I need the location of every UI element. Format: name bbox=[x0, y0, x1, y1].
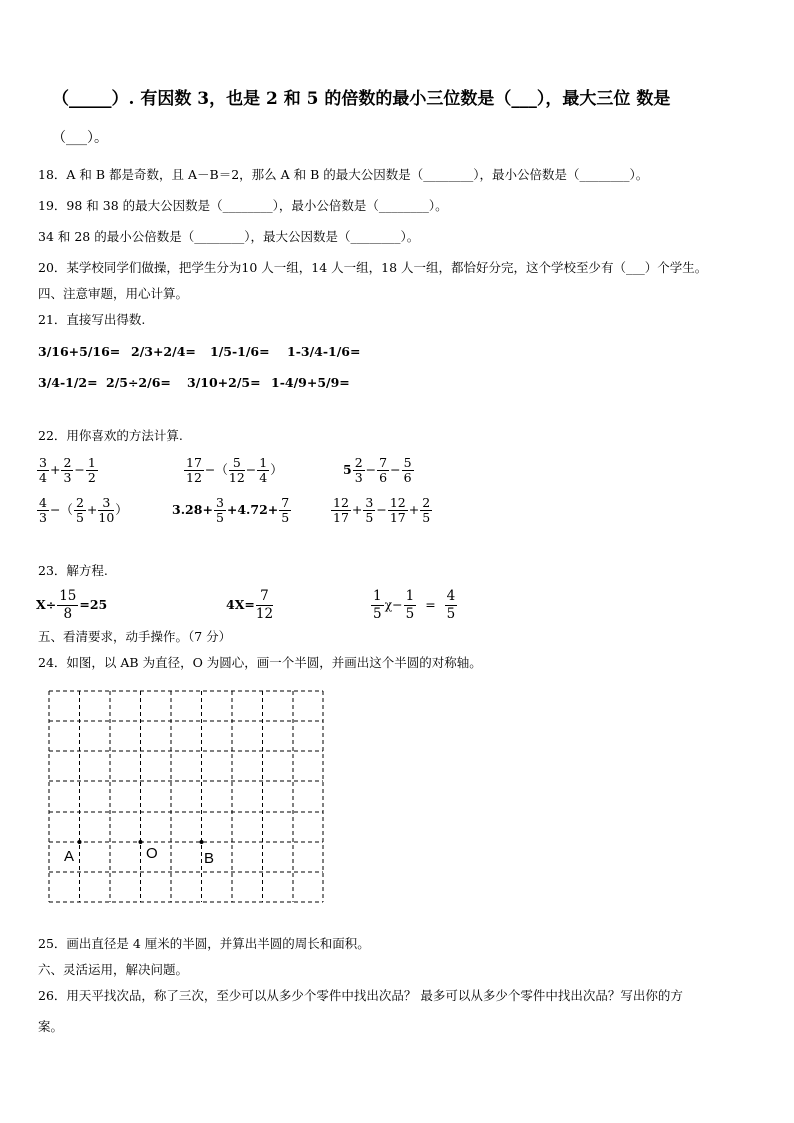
q21-r1-c1: 3/16+5/16= bbox=[38, 344, 121, 359]
question-26-line-1: 26．用天平找次品，称了三次，至少可以从多少个零件中找出次品？ 最多可以从多少个零件中找出次品？写出你的方 bbox=[38, 988, 683, 1003]
question-25: 25．画出直径是 4 厘米的半圆，并算出半圆的周长和面积。 bbox=[38, 936, 370, 951]
q22-expr-2: $\frac{17}{12}$ −（ $\frac{5}{12}$ − $\frac{1}{4}$ ） bbox=[186, 455, 283, 485]
label-o: O bbox=[146, 845, 158, 862]
label-a: A bbox=[64, 848, 75, 865]
q21-r1-c3: 1/5-1/6= bbox=[210, 344, 270, 359]
q23-eq-3: $\frac{1}{5}$ χ− $\frac{1}{5}$ = $\frac{4}{5}$ bbox=[373, 588, 456, 622]
grid-lines bbox=[49, 691, 323, 902]
question-20: 20．某学校同学们做操，把学生分为10 人一组，14 人一组，18 人一组，都恰好分完，这个学校至少有（___）个学生。 bbox=[38, 260, 708, 275]
question-21: 21．直接写出得数. bbox=[38, 312, 146, 327]
q23-eq-1: X÷ $\frac{15}{8}$ =25 bbox=[36, 588, 108, 622]
question-19: 19．98 和 38 的最大公因数是（________），最小公倍数是（________）。 bbox=[38, 198, 448, 213]
grid-svg bbox=[48, 690, 324, 904]
question-19b: 34 和 28 的最小公倍数是（________），最大公因数是（________）。 bbox=[38, 229, 420, 244]
q22-expr-6: $\frac{12}{17}$ + $\frac{3}{5}$ − $\frac{12}{17}$ + $\frac{2}{5}$ bbox=[333, 495, 431, 525]
q22-expr-4: $\frac{4}{3}$ −（ $\frac{2}{5}$ + $\frac{3}{10}$ ） bbox=[39, 495, 128, 525]
q23-eq-2: 4X= $\frac{7}{12}$ bbox=[226, 588, 274, 622]
section-4-heading: 四、注意审题，用心计算。 bbox=[38, 286, 189, 301]
question-22: 22．用你喜欢的方法计算. bbox=[38, 428, 183, 443]
q22-expr-1: $\frac{3}{4}$ + $\frac{2}{3}$ − $\frac{1}{2}$ bbox=[39, 455, 96, 485]
section-5-heading: 五、看清要求，动手操作。（7 分） bbox=[38, 629, 232, 644]
dashed-grid bbox=[48, 690, 324, 908]
q22-expr-5: 3.28+ $\frac{3}{5}$ +4.72+ $\frac{7}{5}$ bbox=[172, 495, 290, 525]
question-26-line-2: 案。 bbox=[38, 1019, 64, 1034]
question-23: 23．解方程. bbox=[38, 563, 108, 578]
carryover-line-2: （___）。 bbox=[52, 130, 108, 146]
question-24: 24．如图，以 AB 为直径，O 为圆心，画一个半圆，并画出这个半圆的对称轴。 bbox=[38, 655, 482, 670]
q21-r2-c4: 1-4/9+5/9= bbox=[271, 375, 350, 390]
point-b bbox=[200, 840, 204, 844]
q21-r2-c2: 2/5÷2/6= bbox=[106, 375, 171, 390]
section-6-heading: 六、灵活运用，解决问题。 bbox=[38, 962, 189, 977]
question-18: 18．A 和 B 都是奇数，且 A－B＝2，那么 A 和 B 的最大公因数是（________），最小公倍数是（________）。 bbox=[38, 167, 649, 182]
q22-expr-3: 5 $\frac{2}{3}$ − $\frac{7}{6}$ − $\frac{5}{6}$ bbox=[343, 455, 412, 485]
q21-r2-c1: 3/4-1/2= bbox=[38, 375, 98, 390]
q21-r2-c3: 3/10+2/5= bbox=[187, 375, 261, 390]
point-a bbox=[78, 840, 82, 844]
label-b: B bbox=[204, 850, 215, 867]
q21-r1-c4: 1-3/4-1/6= bbox=[287, 344, 361, 359]
carryover-line-1: （_____）. 有因数 3，也是 2 和 5 的倍数的最小三位数是（___），最大三位 数是 bbox=[52, 89, 671, 109]
q21-r1-c2: 2/3+2/4= bbox=[131, 344, 196, 359]
point-o bbox=[139, 840, 143, 844]
